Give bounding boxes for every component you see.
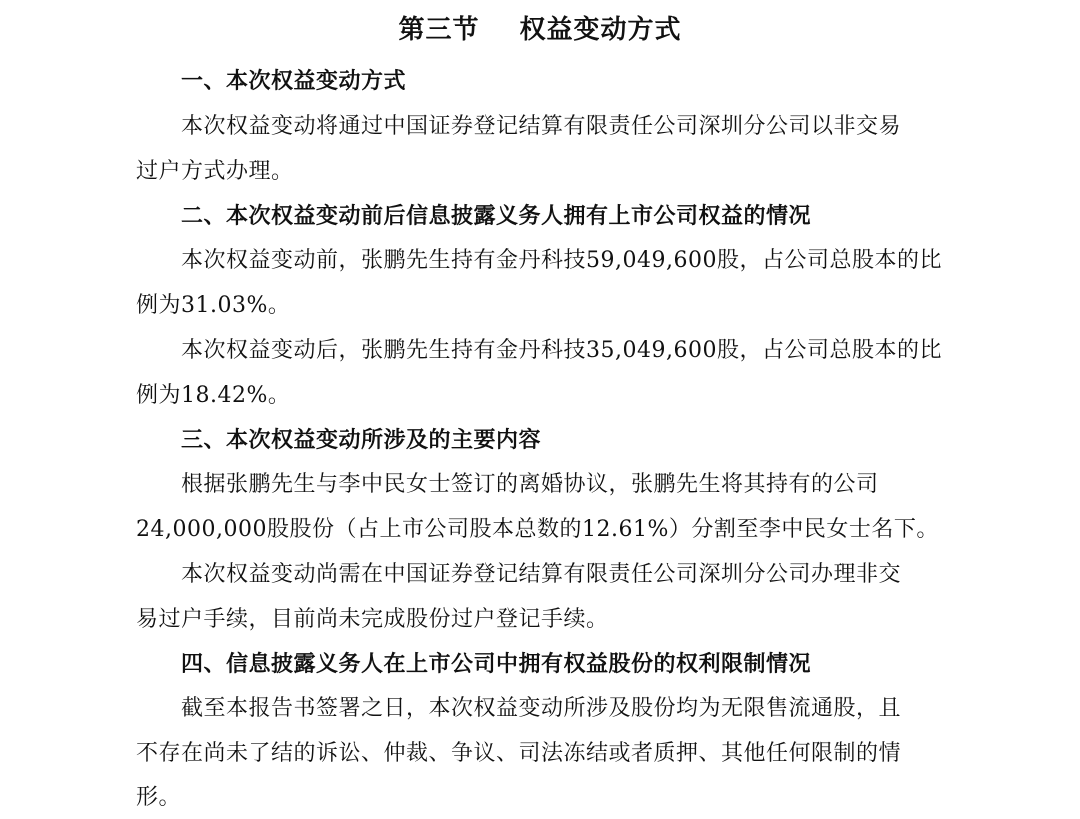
paragraph-line: 形。 — [136, 785, 182, 810]
section-heading-3: 三、本次权益变动所涉及的主要内容 — [181, 427, 542, 453]
page-title — [0, 10, 1080, 50]
paragraph-line: 本次权益变动将通过中国证券登记结算有限责任公司深圳分公司以非交易 — [181, 114, 902, 139]
section-heading-1: 一、本次权益变动方式 — [181, 68, 407, 94]
paragraph-line: 过户方式办理。 — [136, 159, 294, 184]
section-heading-4: 四、信息披露义务人在上市公司中拥有权益股份的权利限制情况 — [181, 651, 812, 677]
paragraph-line: 本次权益变动尚需在中国证券登记结算有限责任公司深圳分公司办理非交 — [181, 562, 902, 587]
section-title: 权益变动方式 — [519, 15, 682, 45]
paragraph-line: 不存在尚未了结的诉讼、仲裁、争议、司法冻结或者质押、其他任何限制的情 — [136, 741, 902, 766]
paragraph-line: 例为31.03%。 — [136, 293, 291, 318]
paragraph-line: 截至本报告书签署之日，本次权益变动所涉及股份均为无限售流通股，且 — [181, 696, 902, 721]
paragraph-line: 例为18.42%。 — [136, 383, 291, 408]
section-number: 第三节 — [398, 15, 480, 45]
paragraph-line: 本次权益变动后，张鹏先生持有金丹科技35,049,600股，占公司总股本的比 — [181, 338, 942, 363]
paragraph-line: 24,000,000股股份（占上市公司股本总数的12.61%）分割至李中民女士名下。 — [136, 517, 939, 542]
paragraph-line: 根据张鹏先生与李中民女士签订的离婚协议，张鹏先生将其持有的公司 — [181, 472, 879, 497]
paragraph-line: 易过户手续，目前尚未完成股份过户登记手续。 — [136, 607, 609, 632]
paragraph-line: 本次权益变动前，张鹏先生持有金丹科技59,049,600股，占公司总股本的比 — [181, 248, 942, 273]
section-heading-2: 二、本次权益变动前后信息披露义务人拥有上市公司权益的情况 — [181, 203, 812, 229]
